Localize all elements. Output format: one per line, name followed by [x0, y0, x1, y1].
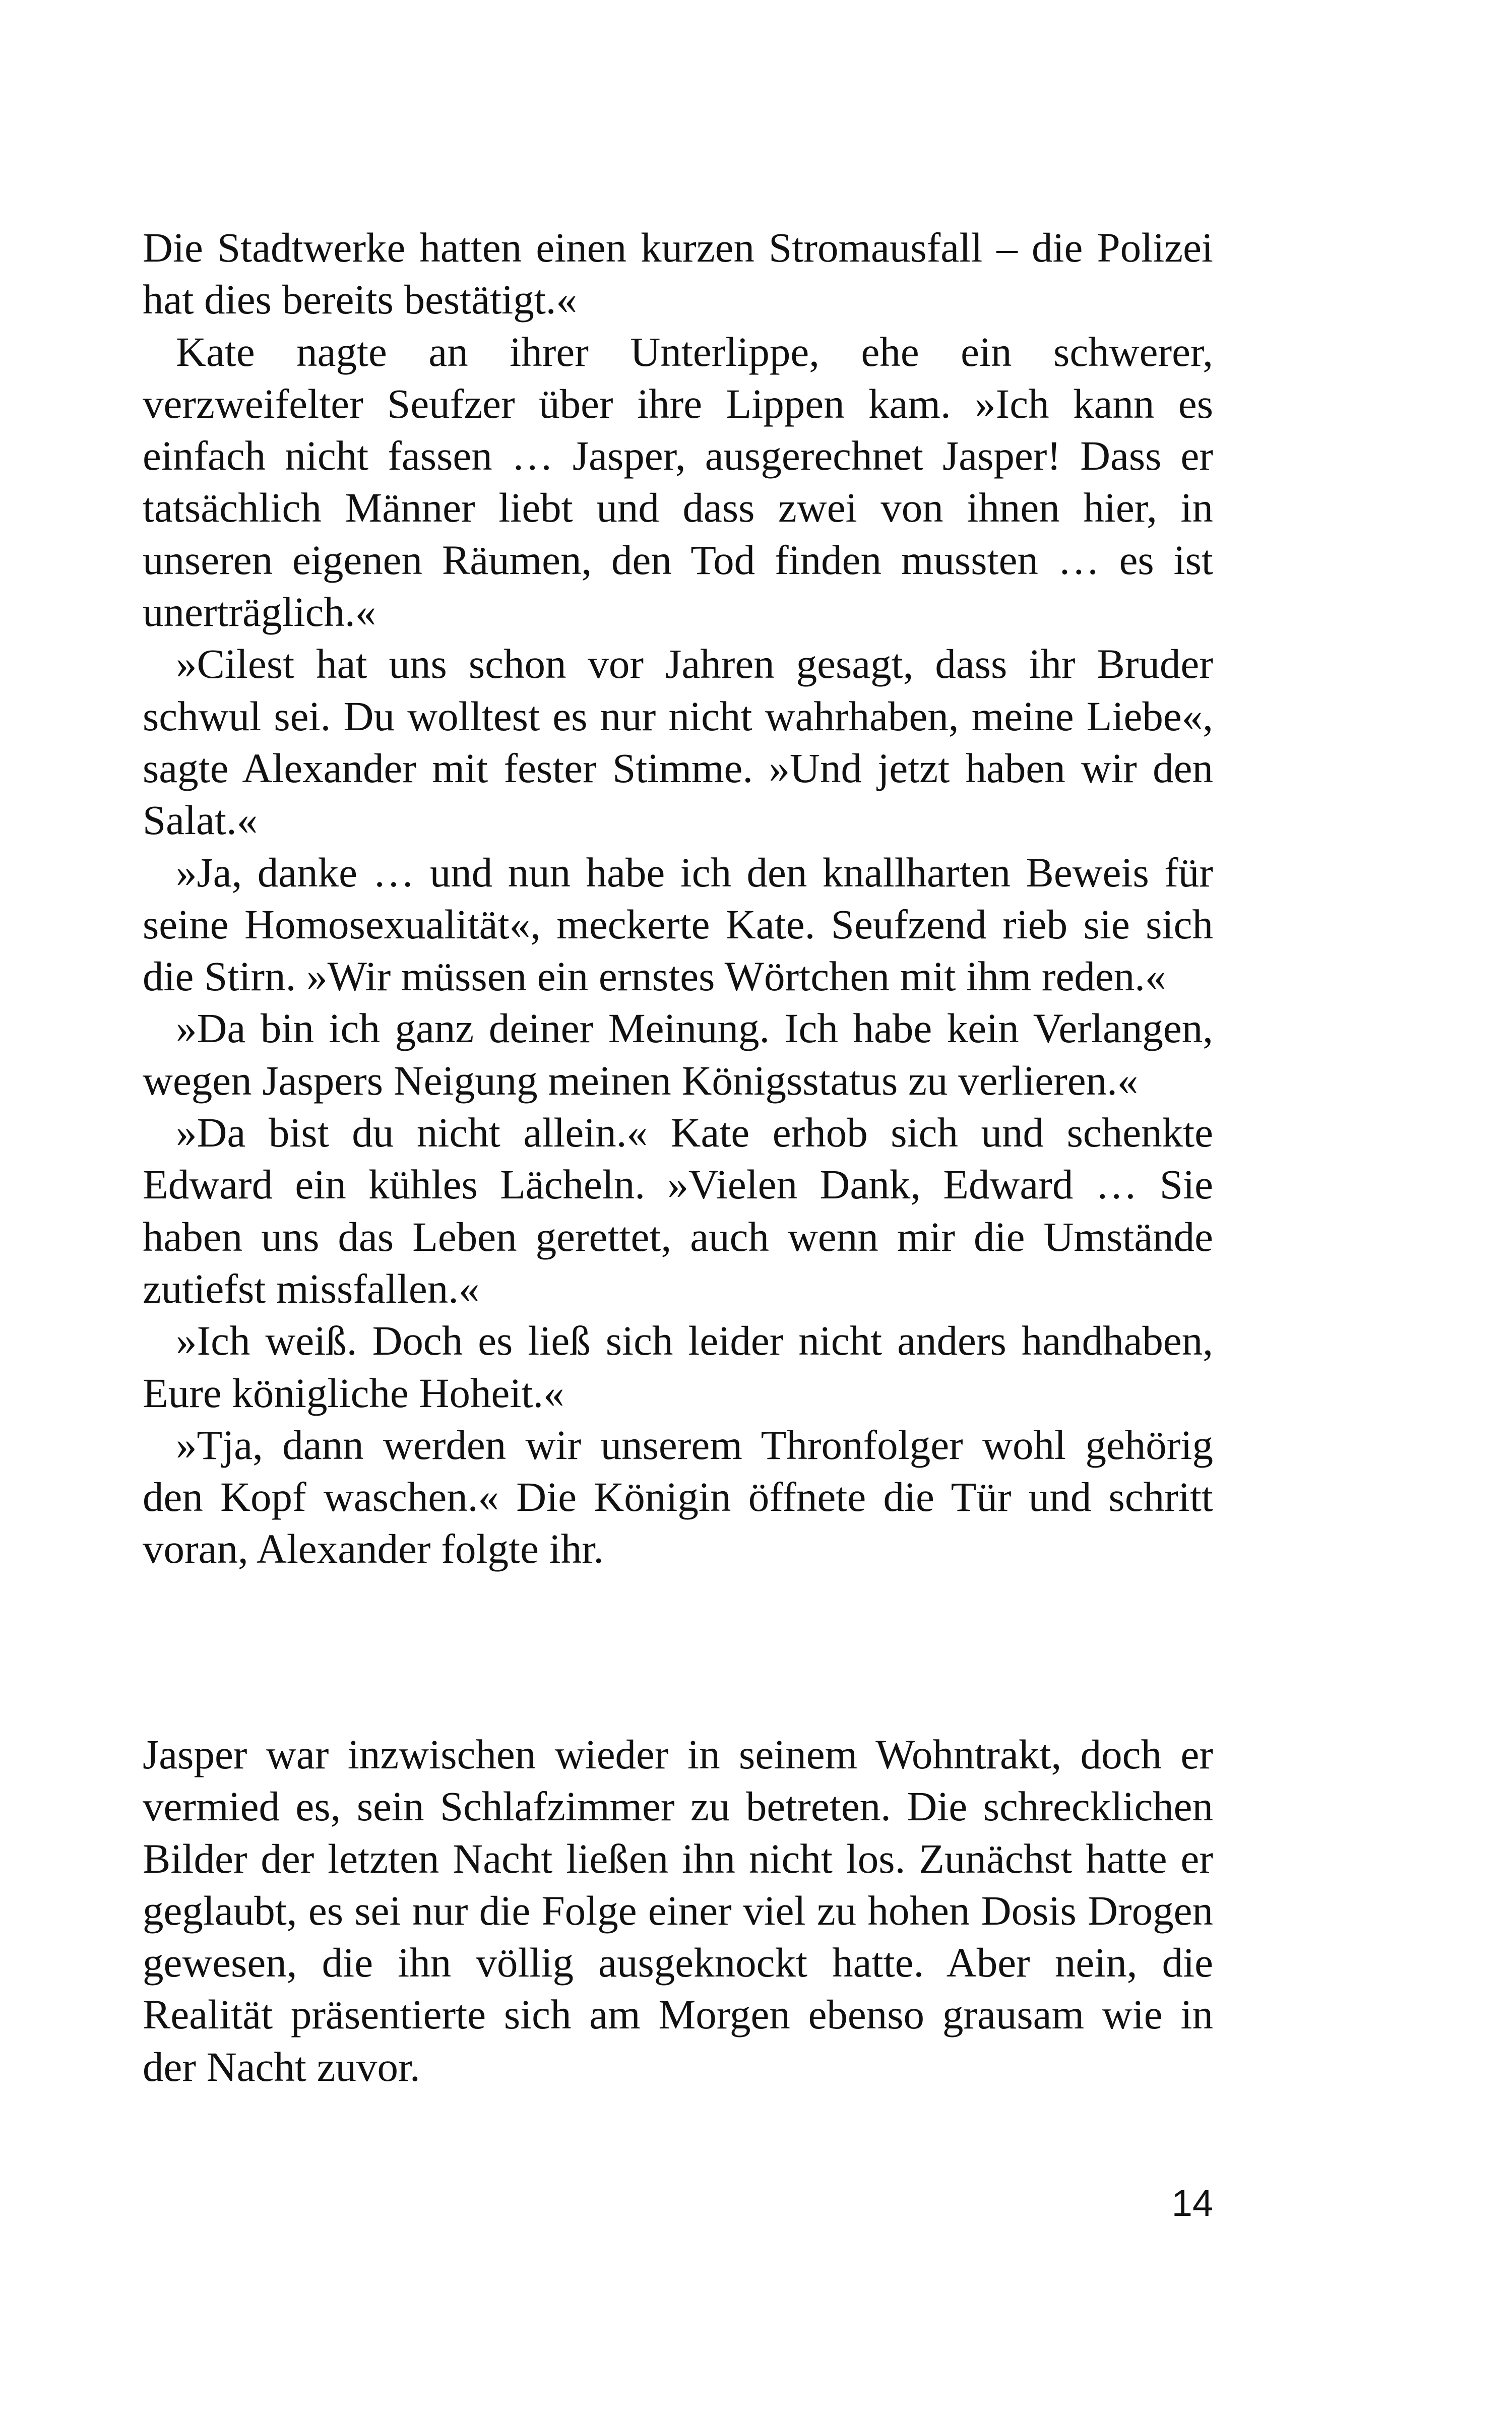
- text-section-1: [143, 222, 1213, 1575]
- paragraph: »Da bist du nicht allein.« Kate erhob sich und schenkte Edward ein kühles Lächeln. »Vielen Dank, Edward … Sie haben uns das Leben gerettet, auch wenn mir die Umstände zutiefst missfallen.«: [143, 1109, 1213, 1312]
- paragraph: »Da bin ich ganz deiner Meinung. Ich habe kein Verlangen, wegen Jaspers Neigung meinen Königsstatus zu verlieren.«: [143, 1005, 1213, 1104]
- paragraph: Die Stadtwerke hatten einen kurzen Stromausfall – die Polizei hat dies bereits bestätigt.«: [143, 224, 1213, 323]
- paragraph: »Ich weiß. Doch es ließ sich leider nicht anders handhaben, Eure königliche Hoheit.«: [143, 1317, 1213, 1416]
- text-section-2: [143, 1729, 1213, 2093]
- paragraph: »Ja, danke … und nun habe ich den knallharten Beweis für seine Homosexualität«, meckerte Kate. Seufzend rieb sie sich die Stirn. »Wir müssen ein ernstes Wörtchen mit ihm reden.«: [143, 849, 1213, 1000]
- page-number: 14: [1171, 2182, 1213, 2224]
- paragraph: »Tja, dann werden wir unserem Thronfolger wohl gehörig den Kopf waschen.« Die Königin öffnete die Tür und schritt voran, Alexander folgte ihr.: [143, 1421, 1213, 1572]
- paragraph: »Cilest hat uns schon vor Jahren gesagt, dass ihr Bruder schwul sei. Du wolltest es nur nicht wahrhaben, meine Liebe«, sagte Alexander mit fester Stimme. »Und jetzt haben wir den Salat.«: [143, 641, 1213, 844]
- paragraph: Jasper war inzwischen wieder in seinem Wohntrakt, doch er vermied es, sein Schlafzimmer zu betreten. Die schrecklichen Bilder der letzten Nacht ließen ihn nicht los. Zunächst hatte er geglaubt, es sei nur die Folge einer viel zu hohen Dosis Drogen gewesen, die ihn völlig ausgeknockt hatte. Aber nein, die Realität präsentierte sich am Morgen ebenso grausam wie in der Nacht zuvor.: [143, 1731, 1213, 2090]
- paragraph: Kate nagte an ihrer Unterlippe, ehe ein schwerer, verzweifelter Seufzer über ihre Lippen kam. »Ich kann es einfach nicht fassen … Jasper, ausgerechnet Jasper! Dass er tatsächlich Männer liebt und dass zwei von ihnen hier, in unseren eigenen Räumen, den Tod finden mussten … es ist unerträglich.«: [143, 328, 1213, 635]
